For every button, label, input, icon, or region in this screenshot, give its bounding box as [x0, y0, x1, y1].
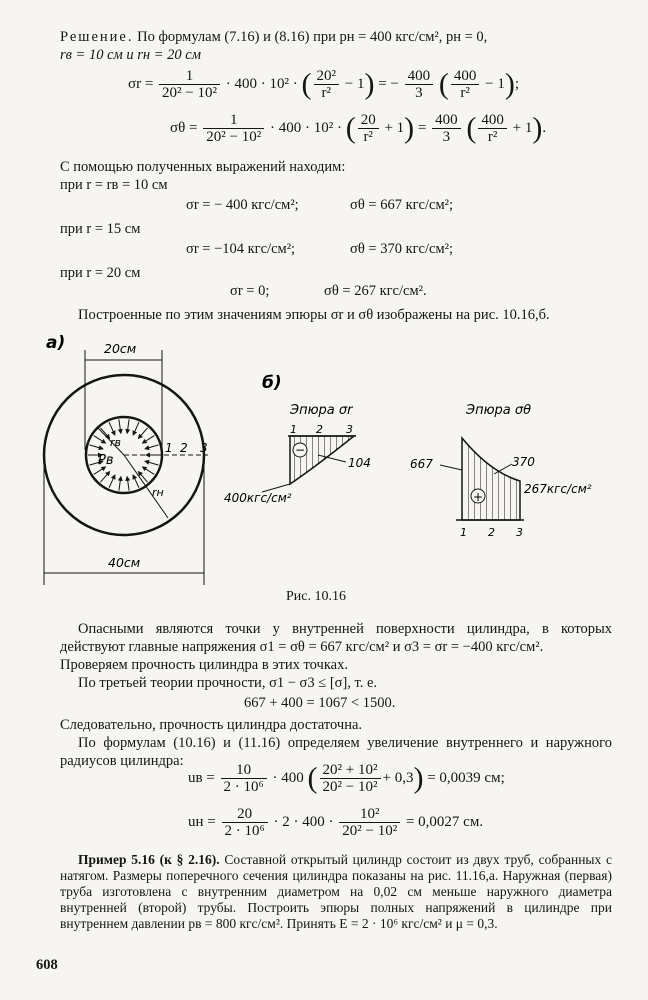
danger-paragraph: Опасными являются точки у внутренней поверхности цилиндра, в которых действуют главные напряжения σ1 = σθ = 667 кгс/см² и σ3 = σr = −400 кгс/см². — [60, 621, 612, 655]
frac-num: 400 — [405, 68, 434, 85]
point-2: 2 — [180, 441, 188, 455]
solution-line-2: rв = 10 см и rн = 20 см — [60, 47, 201, 63]
frac-den: 20² − 10² — [162, 85, 218, 101]
formula-eq: = − — [378, 75, 399, 92]
paren-open: ( — [438, 67, 449, 101]
formula-lhs: σθ = — [170, 119, 198, 136]
pressure-arrowhead — [125, 429, 130, 434]
solution-line-1: По формулам (7.16) и (8.16) при pн = 400 кгс/см², pн = 0, — [137, 29, 488, 45]
frac-den: 2 · 10⁶ — [223, 779, 264, 795]
frac-num: 10² — [339, 806, 400, 823]
leader-667 — [440, 465, 462, 470]
formula-term: + 0,3 — [382, 769, 414, 786]
fraction — [339, 806, 400, 839]
check-line: Проверяем прочность цилиндра в этих точках. — [60, 657, 348, 673]
case3-label: при r = 20 см — [60, 265, 141, 281]
pressure-arrowhead — [98, 445, 104, 450]
frac-den: r² — [321, 85, 331, 101]
frac-den: 2 · 10⁶ — [224, 823, 265, 839]
fraction — [221, 762, 267, 795]
frac-den: r² — [363, 129, 373, 145]
paren-open: ( — [466, 111, 477, 145]
formula-eq: = — [417, 119, 427, 136]
frac-num: 20² — [314, 68, 340, 85]
pressure-arrowhead — [142, 439, 148, 444]
rn-label: rн — [152, 486, 164, 499]
formula-result: = 0,0027 см. — [405, 813, 484, 830]
formula-end: . — [542, 119, 547, 136]
frac-num: 1 — [203, 112, 264, 129]
dim-outer-label: 40см — [108, 555, 141, 570]
frac-num: 20 — [358, 112, 379, 129]
fraction — [222, 806, 268, 839]
figure-caption: Рис. 10.16 — [286, 589, 346, 604]
frac-den: 20² − 10² — [322, 779, 378, 795]
epure-sigma-r — [224, 403, 371, 505]
formula-term: + 1 — [384, 119, 405, 136]
formula-term: − 1 — [344, 75, 365, 92]
paren-close: ) — [532, 111, 543, 145]
dim-inner-label: 20см — [104, 341, 137, 356]
formula-lhs: σr = — [128, 75, 154, 92]
example-text: Составной открытый цилиндр состоит из двух труб, собранных с натягом. Размеры поперечного сечения цилиндра показаны на рис. 11.16,а. Наружная (первая) труба изготовлена с внутренним диаметром на 0,02 см меньше наружного диаметра внутренней (второй) трубы. Построить эпюры полных напряжений в цилиндре при внутреннем давлении pв = 800 кгс/см². Принять E = 2 · 10⁶ кгс/см² и μ = 0,3. — [60, 852, 612, 931]
formula-mid: · 2 · 400 · — [273, 813, 334, 830]
paren-close: ) — [364, 67, 375, 101]
frac-den: 20² − 10² — [206, 129, 262, 145]
formula-ub — [188, 762, 505, 795]
frac-den: r² — [460, 85, 470, 101]
formula-mid: · 400 · 10² · — [225, 75, 298, 92]
label-a: а) — [46, 333, 66, 353]
paren-open: ( — [345, 111, 356, 145]
point-3: 3 — [200, 441, 208, 455]
value-400: 400кгс/см² — [224, 491, 292, 505]
formula-term: − 1 — [485, 75, 505, 92]
formula-un — [188, 806, 483, 839]
epure-r-title: Эпюра σr — [290, 403, 353, 418]
formula-mid: · 400 — [272, 769, 304, 786]
value-667: 667 — [410, 457, 433, 471]
case2-sigma-theta: σθ = 370 кгс/см²; — [350, 241, 454, 257]
example-title: Пример 5.16 (к § 2.16). — [78, 852, 220, 867]
epure-r-pt2: 2 — [316, 423, 323, 436]
pressure-arrowhead — [118, 429, 123, 434]
value-267: 267кгс/см² — [524, 482, 592, 496]
p-label: Pв — [98, 453, 114, 468]
solution-label: Решение. — [60, 29, 134, 45]
radius-change-text: По формулам (10.16) и (11.16) определяем увеличение внутреннего и наружного радиусов цилиндра: — [60, 735, 612, 769]
inequality: 667 + 400 = 1067 < 1500. — [244, 695, 396, 711]
frac-num: 400 — [432, 112, 461, 129]
plots-text: Построенные по этим значениям эпюры σr и σθ изображены на рис. 10.16,б. — [78, 307, 550, 323]
rb-label: rв — [110, 436, 122, 449]
case1-sigma-r: σr = − 400 кгс/см²; — [186, 197, 299, 213]
pressure-arrowhead — [118, 476, 123, 481]
cylinder-section — [44, 341, 208, 585]
value-370: 370 — [512, 455, 535, 469]
frac-den: 3 — [442, 129, 451, 145]
frac-num: 400 — [478, 112, 507, 129]
formula-lhs: uв = — [188, 769, 215, 786]
case1-label: при r = rв = 10 см — [60, 177, 168, 193]
pressure-arrowhead — [142, 466, 148, 471]
point-1: 1 — [165, 441, 173, 455]
frac-num: 400 — [451, 68, 480, 85]
results-heading: С помощью полученных выражений находим: — [60, 159, 346, 175]
example-5-16 — [60, 852, 612, 932]
formula-end: ; — [514, 75, 520, 92]
page-number: 608 — [36, 957, 58, 973]
formula-result: = 0,0039 см; — [427, 769, 505, 786]
epure-t-pt2: 2 — [488, 526, 495, 539]
paren-close: ) — [504, 67, 515, 101]
epure-t-pt1: 1 — [460, 526, 467, 539]
epure-t-pt3: 3 — [516, 526, 523, 539]
strength-conclusion: Следовательно, прочность цилиндра достаточна. — [60, 717, 363, 733]
case1-sigma-theta: σθ = 667 кгс/см²; — [350, 197, 454, 213]
label-b: б) — [262, 373, 282, 393]
paren-close: ) — [404, 111, 415, 145]
frac-den: 3 — [415, 85, 423, 101]
fraction — [320, 762, 381, 795]
case2-label: при r = 15 см — [60, 221, 141, 237]
epure-t-area — [462, 438, 520, 520]
case2-sigma-r: σr = −104 кгс/см²; — [186, 241, 296, 257]
pressure-arrowhead — [144, 460, 150, 465]
paren-open: ( — [301, 67, 312, 101]
case3-sigma-theta: σθ = 267 кгс/см². — [324, 283, 427, 299]
frac-den: r² — [487, 129, 498, 145]
third-theory-line: По третьей теории прочности, σ1 − σ3 ≤ [σ], т. е. — [78, 675, 378, 691]
leader-370 — [494, 464, 512, 474]
paren-open: ( — [307, 761, 318, 795]
formula-term: + 1 — [512, 119, 533, 136]
minus-sign: − — [295, 443, 306, 457]
epure-r-pt1: 1 — [290, 423, 297, 436]
frac-num: 20 — [222, 806, 268, 823]
frac-den: 20² − 10² — [342, 823, 398, 839]
plus-sign: + — [473, 490, 484, 504]
pressure-arrowhead — [101, 439, 107, 444]
frac-num: 10 — [221, 762, 267, 779]
value-104: 104 — [348, 456, 371, 470]
frac-num: 1 — [159, 68, 220, 85]
case3-sigma-r: σr = 0; — [230, 283, 270, 299]
pressure-arrowhead — [125, 476, 130, 481]
epure-sigma-theta — [410, 403, 592, 539]
paren-close: ) — [413, 761, 424, 795]
pressure-arrowhead — [144, 445, 150, 450]
formula-mid: · 400 · 10² · — [269, 119, 342, 136]
frac-num: 20² + 10² — [320, 762, 381, 779]
epure-t-title: Эпюра σθ — [466, 403, 532, 418]
formula-lhs: uн = — [188, 813, 216, 830]
epure-r-pt3: 3 — [346, 423, 353, 436]
